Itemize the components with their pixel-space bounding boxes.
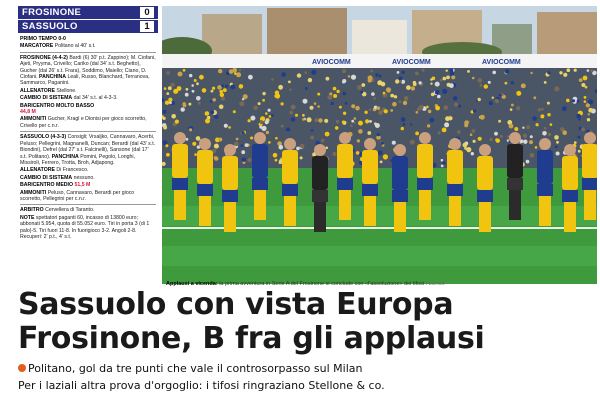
frosinone-warned-label: AMMONITI <box>20 116 47 123</box>
player-figure <box>197 138 213 226</box>
frosinone-rating-value: 44,8 M <box>20 109 36 116</box>
sassuolo-coach: Di Francesco. <box>56 167 89 174</box>
ad-board-text: AVIOCOMM <box>392 59 431 66</box>
sassuolo-change: nessuno. <box>73 174 95 181</box>
player-figure <box>447 138 463 226</box>
divider <box>20 131 156 132</box>
sassuolo-rating-label: BARICENTRO MEDIO <box>20 182 74 189</box>
headline-line-2: Frosinone, B fra gli applausi <box>18 321 485 356</box>
player-figure <box>477 144 493 232</box>
player-figure <box>282 138 298 226</box>
referee-label: ARBITRO <box>20 207 44 214</box>
player-figure <box>312 144 328 232</box>
frosinone-rating-label: BARICENTRO MOLTO BASSO <box>20 102 95 109</box>
player-figure <box>537 138 553 226</box>
sassuolo-warned-label: AMMONITI <box>20 189 47 196</box>
headline-line-1: Sassuolo con vista Europa <box>18 287 454 322</box>
sassuolo-rating-value: 51,5 M <box>74 182 91 189</box>
sassuolo-lineup: Consigli; Vrsaljko, Cannavaro, Acerbi, Peluso; Pellegrini, Magnanelli, Duncan; Berardi (dal 43' s.t. Biondini), Defrel (dal 27' s.t. Falcinelli), Sansone (dal 17' s.t. Politano). <box>20 134 156 160</box>
frosinone-coach-label: ALLENATORE <box>20 87 55 94</box>
notes-label: NOTE <box>20 214 35 221</box>
match-photo <box>162 6 597 284</box>
match-details <box>18 34 158 240</box>
player-figure <box>172 132 188 220</box>
subheadline <box>18 360 598 394</box>
sassuolo-coach-label: ALLENATORE <box>20 167 55 174</box>
sassuolo-warned: Peluso, Cannavaro, Berardi per gioco scorretto, Pellegrini per c.n.r. <box>20 189 135 202</box>
player-figure <box>417 132 433 220</box>
caption-lead: Applausi a vicenda: <box>166 281 218 287</box>
frosinone-change-label: CAMBIO DI SISTEMA <box>20 95 73 102</box>
divider <box>20 52 156 53</box>
sassuolo-formation: SASSUOLO (4-3-3) <box>20 134 67 141</box>
player-figure <box>362 138 378 226</box>
match-report-sidebar <box>18 6 158 288</box>
frosinone-lineup: Bardi (6) 30' p.t. Zappino); M. Ciofani, Ajeti, Pryyma, Crivello; Cariko (dal 34' s.t. Beghetto), Gucher (dal 26' s.t. Frara), Soddimo, Maiello; Ciano, D. Ciofani. <box>20 54 156 81</box>
sassuolo-bench-label: PANCHINA <box>51 153 79 160</box>
frosinone-bench: Leali, Russo, Blanchard, Terranova, Sammarco, Paganini. <box>20 74 150 87</box>
player-figure <box>337 132 353 220</box>
half-label: PRIMO TEMPO 0-0 <box>20 36 66 42</box>
away-team-name: SASSUOLO <box>22 21 78 32</box>
bullet-icon <box>18 364 26 372</box>
sassuolo-bench: Pomini, Pegolo, Longhi, Missiroli, Ferrero, Trotta, Broh, Adjapong. <box>20 153 135 166</box>
photo-credit: PEGASO <box>425 281 445 286</box>
caption-text: la prima avventura in Serie A del Frosinone si conclude con «l'assoluzione» dei tifosi <box>219 281 425 287</box>
headline <box>18 288 598 356</box>
scorer-text: Politano al 40' s.t. <box>54 43 96 50</box>
player-figure <box>582 132 597 220</box>
referee-name: Cervellera di Taranto. <box>45 207 95 214</box>
player-figure <box>507 132 523 220</box>
score-row-away <box>18 20 158 34</box>
player-figure <box>252 132 268 220</box>
sassuolo-change-label: CAMBIO DI SISTEMA <box>20 174 73 181</box>
frosinone-bench-label: PANCHINA <box>39 74 67 81</box>
frosinone-change: dal 34' s.t. al 4-3-3. <box>73 95 118 102</box>
photo-scene <box>162 6 597 284</box>
scorer-label: MARCATORE <box>20 43 54 50</box>
home-team-name: FROSINONE <box>22 7 82 18</box>
player-figure <box>222 144 238 232</box>
score-row-home <box>18 6 158 20</box>
away-team-score: 1 <box>140 21 154 32</box>
player-figure <box>392 144 408 232</box>
ad-board-text: AVIOCOMM <box>482 59 521 66</box>
ad-board-text: AVIOCOMM <box>312 59 351 66</box>
frosinone-formation: FROSINONE (4-4-2) <box>20 54 68 61</box>
subheadline-line-2: Per i laziali altra prova d'orgoglio: i tifosi ringraziano Stellone & co. <box>18 379 385 392</box>
frosinone-coach: Stellone. <box>56 87 77 94</box>
frosinone-warned: Gucher, Kragl e Dionisi per gioco scorretto, Crivello per c.n.r. <box>20 116 147 129</box>
subheadline-line-1: Politano, gol da tre punti che vale il controsorpasso sul Milan <box>28 362 363 375</box>
player-figure <box>562 144 578 232</box>
divider <box>20 204 156 205</box>
home-team-score: 0 <box>140 7 154 18</box>
match-notes: spettatori paganti 60, incasso di 13800 euro; abbonati 5.954, quota di 55.052 euro. Tiri in porta 3 (di 1 palo)-5. Tiri fuori 11-8. In fuorigioco 3-2. Angoli 2-8. Recuperi: 2' p.t., 4' s.t. <box>20 214 150 240</box>
